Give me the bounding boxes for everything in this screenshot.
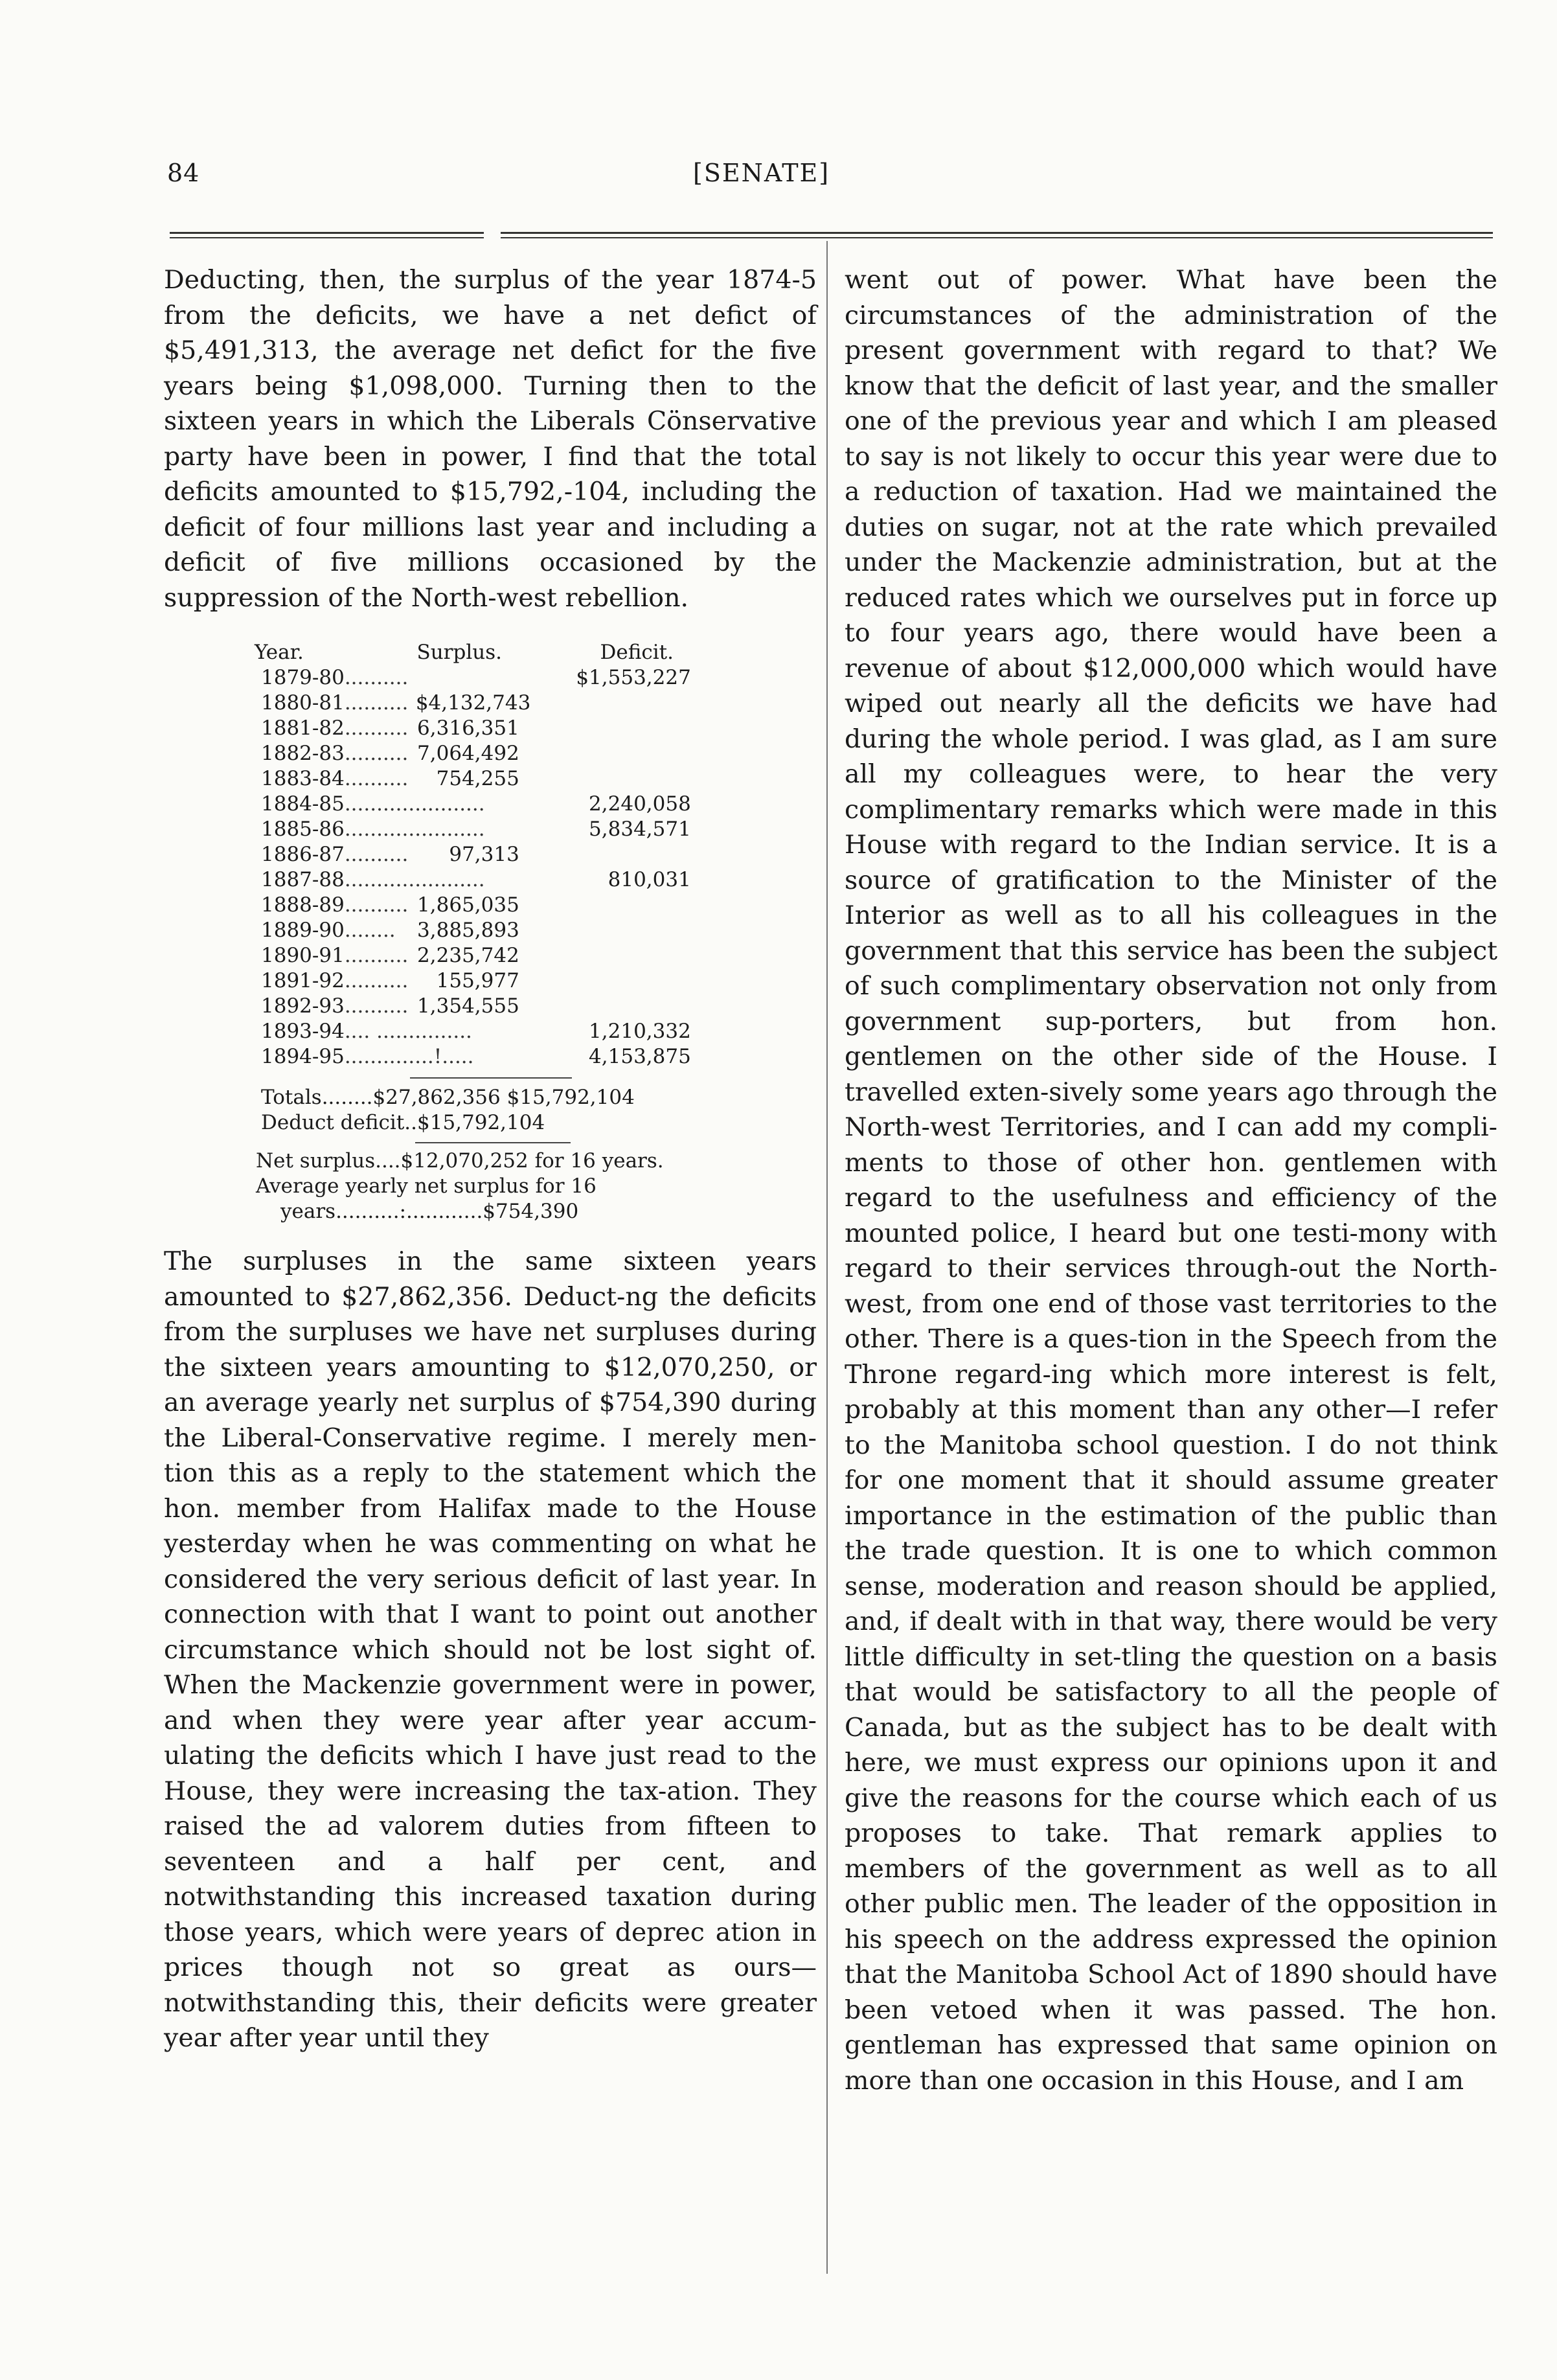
- row-year: 1880-81: [261, 691, 345, 715]
- row-leader-dots: ..............!.....: [344, 1045, 474, 1068]
- row-year: 1886-87: [261, 843, 345, 866]
- row-leader-dots: ......................: [344, 792, 485, 816]
- row-deficit: [519, 994, 691, 1019]
- header-rule-left-2: [170, 237, 484, 238]
- totals-rule: [410, 1077, 572, 1079]
- row-leader-dots: ........: [344, 919, 396, 942]
- deficit-header: Deficit.: [600, 641, 674, 664]
- surplus-header: Surplus.: [416, 641, 502, 664]
- row-surplus: 1,354,555: [417, 994, 519, 1018]
- row-leader-dots: ..........: [344, 767, 409, 790]
- row-leader-dots: ..........: [344, 716, 409, 740]
- row-leader-dots: ..........: [344, 994, 409, 1018]
- right-column: [845, 262, 1497, 2098]
- row-year: 1882-83: [261, 742, 345, 765]
- row-deficit: $1,553,227: [576, 666, 691, 689]
- page-number: 84: [167, 159, 200, 187]
- column-divider: [826, 241, 828, 2274]
- row-year: 1881-82: [261, 716, 345, 740]
- table-row: [164, 1019, 817, 1044]
- table-row: [164, 842, 817, 867]
- table-row: [164, 893, 817, 918]
- row-year: 1890-91: [261, 944, 345, 967]
- row-deficit: [519, 766, 691, 792]
- row-surplus: 1,865,035: [417, 893, 519, 917]
- row-surplus: 97,313: [449, 843, 519, 866]
- row-deficit: [519, 716, 691, 741]
- row-surplus: 6,316,351: [417, 716, 519, 740]
- row-deficit: [519, 691, 691, 716]
- row-deficit: [519, 842, 691, 867]
- row-deficit: 5,834,571: [589, 818, 691, 841]
- row-leader-dots: ..........: [344, 969, 409, 992]
- left-paragraph-1: Deducting, then, the surplus of the year 1874-5 from the deficits, we have a net defict of $5,491,313, the average net defict for the five years being $1,098,000. Turning then to the sixteen years in which the Liberals Cönservative party have been in power, I find that the total deficits amounted to $15,792,-104, including the deficit of four millions last year and including a deficit of five millions occasioned by the suppression of the North-west rebellion.: [164, 265, 817, 613]
- row-deficit: [519, 918, 691, 943]
- net-rule: [415, 1142, 571, 1143]
- header-rule-right: [501, 232, 1493, 234]
- header-rule-left: [170, 232, 484, 234]
- table-row: [164, 867, 817, 893]
- row-surplus: 7,064,492: [417, 742, 519, 765]
- row-leader-dots: ..........: [344, 666, 409, 689]
- row-leader-dots: ..........: [344, 742, 409, 765]
- table-row: [164, 968, 817, 994]
- row-year: 1891-92: [261, 969, 345, 992]
- average-line-2: years..........:............$754,390: [280, 1200, 579, 1223]
- row-surplus: 3,885,893: [417, 919, 519, 942]
- row-deficit: 810,031: [608, 868, 691, 891]
- right-paragraph: went out of power. What have been the circumstances of the administration of the present government with regard to that? We know that the deficit of last year, and the smaller one of the previous year and which I am pleased to say is not likely to occur this year were due to a reduction of taxation. Had we maintained the duties on sugar, not at the rate which prevailed under the Mackenzie administration, but at the reduced rates which we ourselves put in force up to four years ago, there would have been a revenue of about $12,000,000 which would have wiped out nearly all the deficits we have had during the whole period. I was glad, as I am sure all my colleagues were, to hear the very complimentary remarks which were made in this House with regard to the Indian service. It is a source of gratification to the Minister of the Interior as well as to all his colleagues in the government that this service has been the subject of such complimentary observation not only from government sup-porters, but from hon. gentlemen on the other side of the House. I travelled exten-sively some years ago through the North-west Territories, and I can add my compli-ments to those of other hon. gentlemen with regard to the usefulness and efficiency of the mounted police, I heard but one testi-mony with regard to their services through-out the North-west, from one end of those vast territories to the other. There is a ques-tion in the Speech from the Throne regard-ing which more interest is felt, probably at this moment than any other—I refer to the Manitoba school question. I do not think for one moment that it should assume greater importance in the estimation of the public than the trade question. It is one to which common sense, moderation and reason should be applied, and, if dealt with in that way, there would be very little difficulty in set-tling the question on a basis that would be satisfactory to all the people of Canada, but as the subject has to be dealt with here, we must express our opinions upon it and give the reasons for the course which each of us proposes to take. That remark applies to members of the government as well as to all other public men. The leader of the opposition in his speech on the address expressed the opinion that the Manitoba School Act of 1890 should have been vetoed when it was passed. The hon. gentleman has expressed that same opinion on more than one occasion in this House, and I am: [845, 265, 1497, 2096]
- table-row: [164, 792, 817, 817]
- row-leader-dots: ..........: [344, 944, 409, 967]
- table-row: [164, 691, 817, 716]
- row-deficit: [519, 943, 691, 968]
- row-deficit: [519, 741, 691, 766]
- row-year: 1889-90: [261, 919, 345, 942]
- page-title: [SENATE]: [693, 159, 830, 187]
- totals-line: Totals........$27,862,356 $15,792,104: [261, 1086, 635, 1109]
- row-surplus: 754,255: [436, 767, 519, 790]
- row-leader-dots: ..........: [344, 893, 409, 917]
- row-year: 1883-84: [261, 767, 345, 790]
- table-row: [164, 665, 817, 691]
- table-row: [164, 741, 817, 766]
- table-row: [164, 716, 817, 741]
- row-deficit: [519, 968, 691, 994]
- row-deficit: [519, 893, 691, 918]
- row-leader-dots: ......................: [344, 868, 485, 891]
- row-year: 1885-86: [261, 818, 345, 841]
- table-row: [164, 994, 817, 1019]
- row-leader-dots: ......................: [344, 818, 485, 841]
- row-deficit: 1,210,332: [589, 1020, 691, 1043]
- deduct-deficit-line: Deduct deficit..$15,792,104: [261, 1111, 545, 1134]
- row-surplus: $4,132,743: [415, 691, 531, 715]
- row-year: 1893-94: [261, 1020, 345, 1043]
- table-row: [164, 943, 817, 968]
- table-row: [164, 766, 817, 792]
- table-row: [164, 817, 817, 842]
- left-paragraph-2: The surpluses in the same sixteen years amounted to $27,862,356. Deduct-ng the deficits from the surpluses we have net surpluses during the sixteen years amounting to $12,070,250, or an average yearly net surplus of $754,390 during the Liberal-Conservative regime. I merely men-tion this as a reply to the statement which the hon. member from Halifax made to the House yesterday when he was commenting on what he considered the very serious deficit of last year. In connection with that I want to point out another circumstance which should not be lost sight of. When the Mackenzie government were in power, and when they were year after year accum-ulating the deficits which I have just read to the House, they were increasing the tax-ation. They raised the ad valorem duties from fifteen to seventeen and a half per cent, and notwithstanding this increased taxation during those years, which were years of deprec ation in prices though not so great as ours—notwithstanding this, their deficits were greater year after year until they: [164, 1246, 817, 2053]
- table-rows: [164, 665, 817, 1070]
- row-year: 1884-85: [261, 792, 345, 816]
- table-row: [164, 1044, 817, 1070]
- row-leader-dots: ..........: [344, 691, 409, 715]
- net-surplus-line: Net surplus....$12,070,252 for 16 years.: [256, 1149, 664, 1173]
- row-deficit: 4,153,875: [589, 1045, 691, 1068]
- row-year: 1892-93: [261, 994, 345, 1018]
- row-year: 1888-89: [261, 893, 345, 917]
- row-year: 1894-95: [261, 1045, 345, 1068]
- left-column: [164, 262, 817, 2056]
- row-surplus: 2,235,742: [417, 944, 519, 967]
- year-header: Year.: [255, 641, 304, 664]
- table-row: [164, 918, 817, 943]
- header-rule-right-2: [501, 237, 1493, 238]
- surplus-deficit-table: [164, 640, 817, 1224]
- row-year: 1887-88: [261, 868, 345, 891]
- row-year: 1879-80: [261, 666, 345, 689]
- row-deficit: 2,240,058: [589, 792, 691, 816]
- row-leader-dots: ..........: [344, 843, 409, 866]
- average-line-1: Average yearly net surplus for 16: [256, 1174, 597, 1198]
- row-surplus: 155,977: [436, 969, 519, 992]
- row-leader-dots: .... ...............: [344, 1020, 472, 1043]
- table-header-row: [164, 640, 817, 665]
